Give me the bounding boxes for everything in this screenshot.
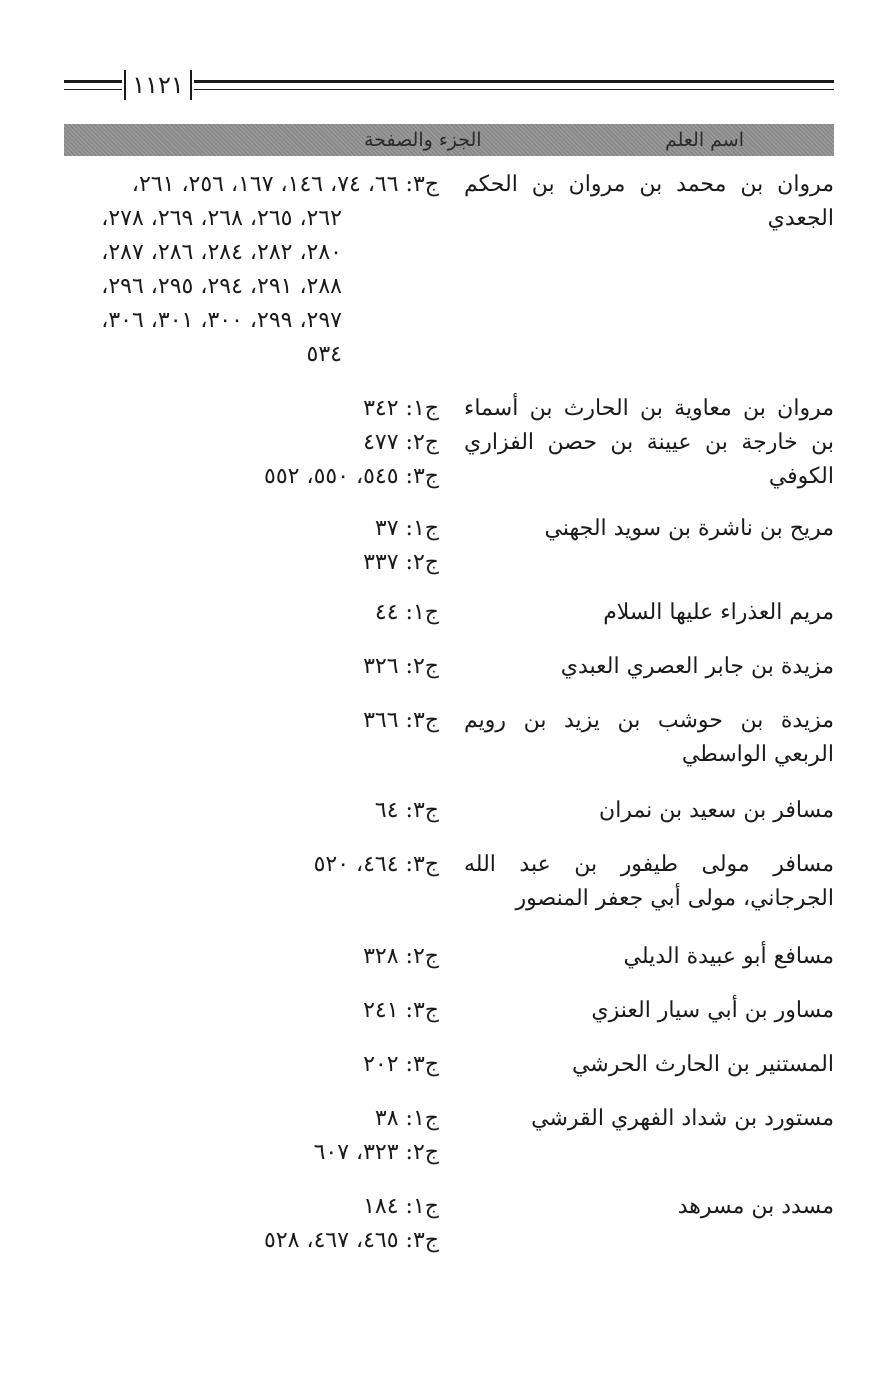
reference-line: ج٢: ٣٢٨ <box>363 944 439 969</box>
reference-line: ج١: ١٨٤ <box>363 1194 439 1219</box>
entry-references <box>59 512 439 580</box>
reference-line: ج٢: ٣٣٧ <box>363 550 439 575</box>
reference-line: ج٣: ٦٤ <box>374 798 439 823</box>
header-rule-right <box>194 80 834 90</box>
reference-line: ج٢: ٣٢٦ <box>363 654 439 679</box>
entry-name: مريم العذراء عليها السلام <box>603 600 834 625</box>
page-number: ١١٢١ <box>132 71 184 99</box>
reference-line: ٢٨٨، ٢٩١، ٢٩٤، ٢٩٥، ٢٩٦، <box>101 274 342 299</box>
entry-name: مريح بن ناشرة بن سويد الجهني <box>544 516 834 541</box>
entry-references <box>59 1190 439 1258</box>
entry-name: المستنير بن الحارث الحرشي <box>571 1052 834 1077</box>
header-bar-right <box>190 70 192 100</box>
column-header-band <box>64 124 834 156</box>
entry-references <box>59 1048 439 1082</box>
reference-line: ٢٩٧، ٢٩٩، ٣٠٠، ٣٠١، ٣٠٦، <box>101 308 342 333</box>
reference-line: ج٣: ٢٤١ <box>363 998 439 1023</box>
reference-line: ج١: ٤٤ <box>374 600 439 625</box>
entry-references <box>59 168 439 372</box>
reference-line: ج٣: ٤٦٤، ٥٢٠ <box>313 852 439 877</box>
reference-line: ج٣: ٢٠٢ <box>363 1052 439 1077</box>
reference-line: ج٣: ٥٤٥، ٥٥٠، ٥٥٢ <box>264 464 439 489</box>
reference-line: ج١: ٣٤٢ <box>363 396 439 421</box>
entry-name: مزيدة بن حوشب بن يزيد بن رويم الربعي الواسطي <box>464 708 834 767</box>
entry-references <box>59 392 439 494</box>
entry-references <box>59 650 439 684</box>
entry-name: مساور بن أبي سيار العنزي <box>591 998 834 1023</box>
entry-references <box>59 1102 439 1170</box>
reference-line: ج١: ٣٨ <box>374 1106 439 1131</box>
column-header-reference: الجزء والصفحة <box>364 129 482 151</box>
entry-name: مزيدة بن جابر العصري العبدي <box>560 654 834 679</box>
entry-references <box>59 704 439 738</box>
reference-line: ج١: ٣٧ <box>374 516 439 541</box>
reference-line: ٢٦٢، ٢٦٥، ٢٦٨، ٢٦٩، ٢٧٨، <box>101 206 342 231</box>
reference-line: ج٣: ٦٦، ٧٤، ١٤٦، ١٦٧، ٢٥٦، ٢٦١، <box>131 172 439 197</box>
entry-references <box>59 794 439 828</box>
column-header-name: اسم العلم <box>664 129 744 151</box>
entry-name: مسافر مولى طيفور بن عبد الله الجرجاني، مولى أبي جعفر المنصور <box>464 852 834 911</box>
entry-name: مسافع أبو عبيدة الديلي <box>623 944 834 969</box>
entry-references <box>59 994 439 1028</box>
running-header <box>64 70 834 104</box>
reference-line: ٢٨٠، ٢٨٢، ٢٨٤، ٢٨٦، ٢٨٧، <box>101 240 342 265</box>
entry-name: مروان بن محمد بن مروان بن الحكم الجعدي <box>464 172 834 231</box>
entry-name: مستورد بن شداد الفهري القرشي <box>531 1106 834 1131</box>
reference-line: ٥٣٤ <box>306 342 342 367</box>
entry-references <box>59 596 439 630</box>
reference-line: ج٣: ٣٦٦ <box>363 708 439 733</box>
header-rule-left <box>64 80 122 90</box>
entry-name: مسدد بن مسرهد <box>677 1194 834 1219</box>
reference-line: ج٢: ٤٧٧ <box>363 430 439 455</box>
reference-line: ج٣: ٤٦٥، ٤٦٧، ٥٢٨ <box>264 1228 439 1253</box>
reference-line: ج٢: ٣٢٣، ٦٠٧ <box>313 1140 439 1165</box>
entry-references <box>59 940 439 974</box>
entry-name: مسافر بن سعيد بن نمران <box>599 798 834 823</box>
entry-name: مروان بن معاوية بن الحارث بن أسماء بن خارجة بن عيينة بن حصن الفزاري الكوفي <box>464 396 834 489</box>
entry-references <box>59 848 439 882</box>
header-bar-left <box>124 70 126 100</box>
